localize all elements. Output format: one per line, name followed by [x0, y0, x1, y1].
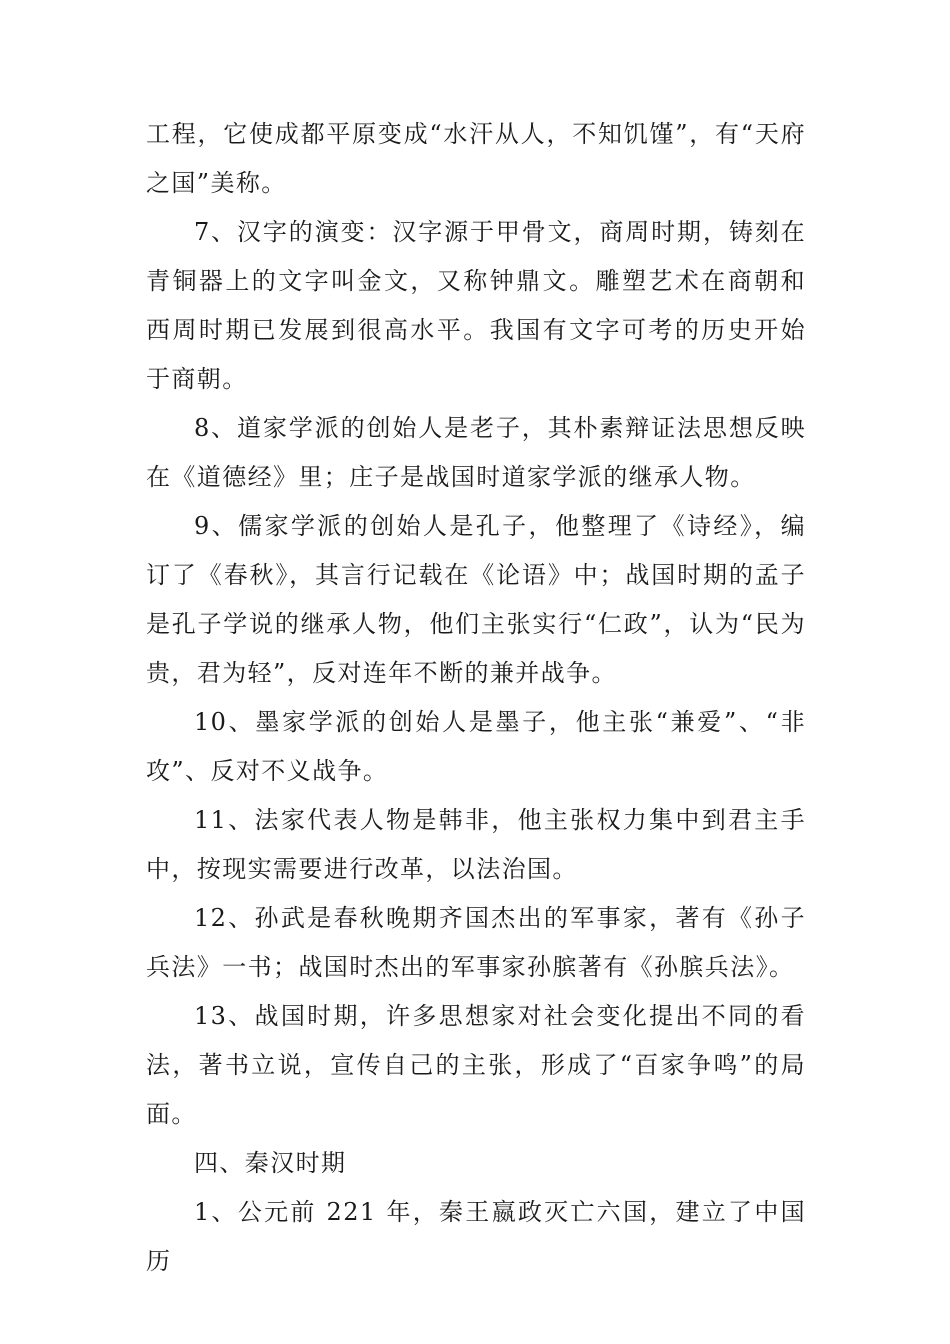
- paragraph-11-legalism: 11、法家代表人物是韩非，他主张权力集中到君主手中，按现实需要进行改革，以法治国。: [146, 806, 806, 883]
- paragraph-dujiangyan-continuation: 工程，它使成都平原变成“水汗从人，不知饥馑”，有“天府之国”美称。: [146, 120, 806, 197]
- paragraph-12-military-strategists: 12、孙武是春秋晚期齐国杰出的军事家，著有《孙子兵法》一书；战国时杰出的军事家孙膑著有《孙膑兵法》。: [146, 904, 806, 981]
- paragraph-9-confucianism: 9、儒家学派的创始人是孔子，他整理了《诗经》，编订了《春秋》，其言行记载在《论语》中；战国时期的孟子是孔子学说的继承人物，他们主张实行“仁政”，认为“民为贵，君为轻”，反对连年不断的兼并战争。: [146, 512, 806, 687]
- paragraph-10-mohism: 10、墨家学派的创始人是墨子，他主张“兼爱”、“非攻”、反对不义战争。: [146, 708, 806, 785]
- paragraph-7-chinese-characters: 7、汉字的演变：汉字源于甲骨文，商周时期，铸刻在青铜器上的文字叫金文，又称钟鼎文。雕塑艺术在商朝和西周时期已发展到很高水平。我国有文字可考的历史开始于商朝。: [146, 218, 806, 393]
- section-heading-qin-han: 四、秦汉时期: [194, 1149, 347, 1177]
- paragraph-8-daoism: 8、道家学派的创始人是老子，其朴素辩证法思想反映在《道德经》里；庄子是战国时道家学派的继承人物。: [146, 414, 806, 491]
- paragraph-1-qin-unification: 1、公元前 221 年，秦王嬴政灭亡六国，建立了中国历: [146, 1198, 806, 1275]
- document-body: [146, 110, 806, 1286]
- paragraph-13-hundred-schools: 13、战国时期，许多思想家对社会变化提出不同的看法，著书立说，宣传自己的主张，形成了“百家争鸣”的局面。: [146, 1002, 806, 1128]
